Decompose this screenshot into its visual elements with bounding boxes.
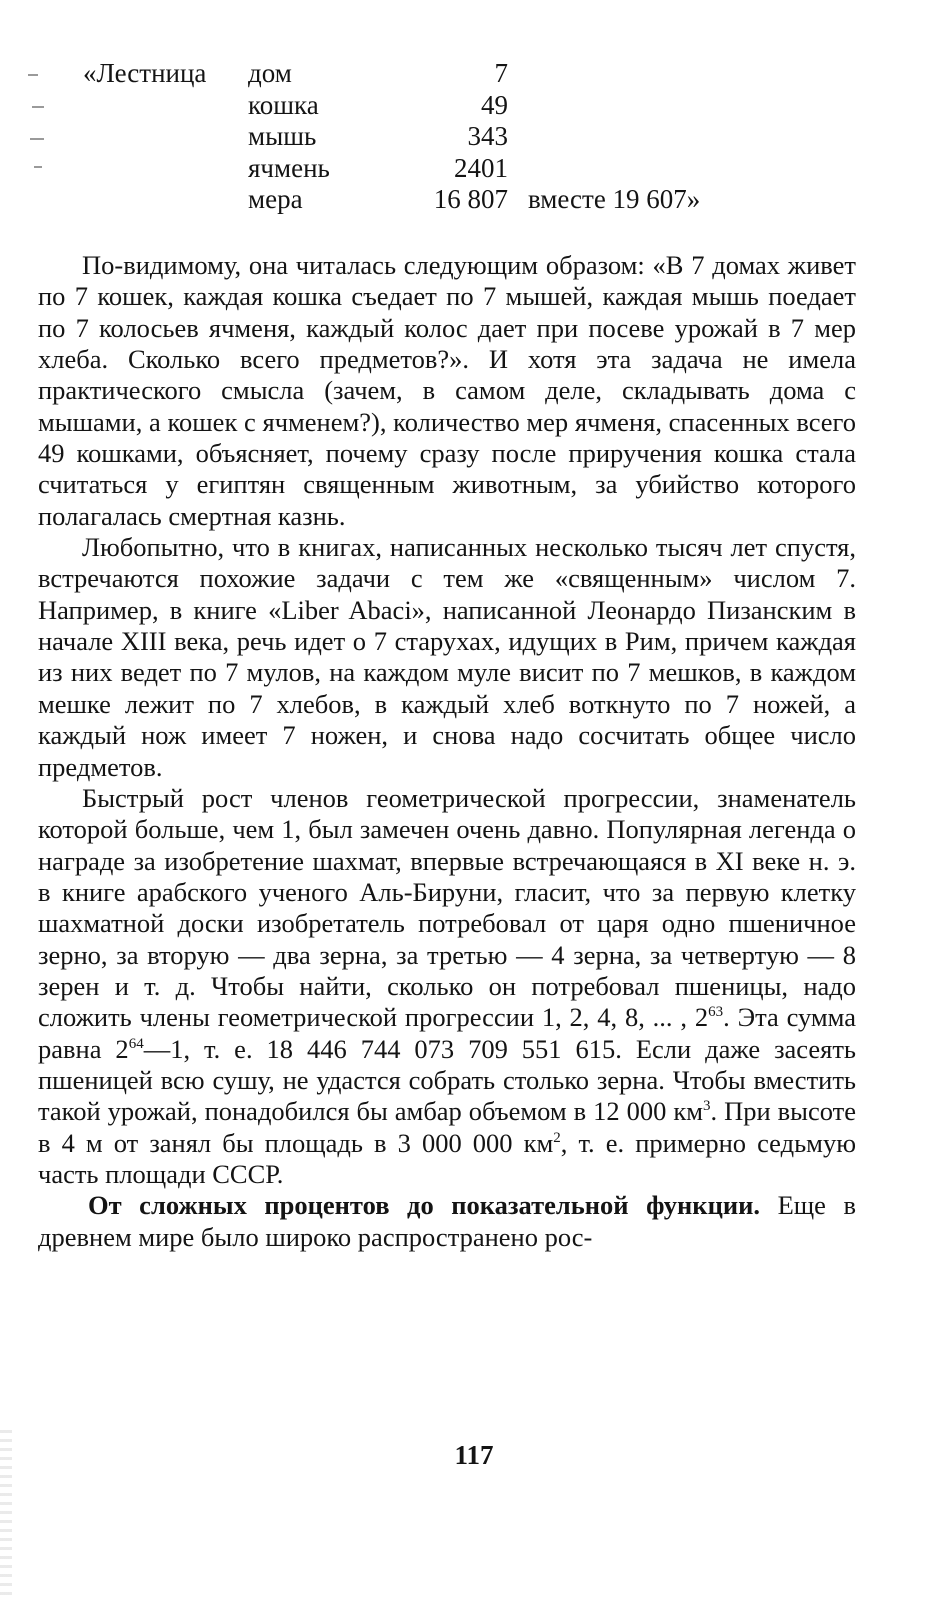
ladder-value: 7 [494,58,508,88]
ladder-word: мера [248,184,303,214]
paragraph-2: Любопытно, что в книгах, написанных несколько тысяч лет спустя, встречаются похожие задачи с тем же «священным» числом 7. Например, в книге «Liber Abaci», написанной Леонардо Пизанским в начале XIII века, речь идет о 7 старухах, идущих в Рим, причем каждая из них ведет по 7 мулов, на каждом муле висит по 7 мешков, в каждом мешке лежит по 7 хлебов, в каждый хлеб воткнуто по 7 ножей, а каждый нож имеет 7 ножен, и снова надо сосчитать общее число предметов. [38,532,856,782]
ladder-word: кошка [248,89,319,120]
ladder-inscription [0,58,948,216]
ladder-tail: вместе 19 607» [528,184,701,214]
section-heading: От сложных процентов до показательной функции. [88,1190,761,1221]
exponent: 64 [128,1035,144,1052]
ladder-row [0,58,948,90]
ladder-value: 16 807 [433,184,508,214]
paragraph-1: По-видимому, она читалась следующим образом: «В 7 домах живет по 7 кошек, каждая кошка съедает по 7 мышей, каждая мышь поедает по 7 колосьев ячменя, каждый колос дает при посеве урожай в 7 мер хлеба. Сколько всего предметов?». И хотя эта задача не имела практического смысла (зачем, в самом деле, складывать дома с мышами, а кошек с ячменем?), количество мер ячменя, спасенных всего 49 кошками, объясняет, почему сразу после приручения кошка стала считаться у египтян священным животным, за убийство которого полагалась смертная казнь. [38,250,856,531]
ladder-value: 2401 [454,152,508,183]
scan-edge [0,1430,12,1600]
ladder-label: «Лестница [83,58,207,88]
ladder-word: дом [248,58,292,88]
exponent: 3 [702,1098,711,1115]
page-number: 117 [454,1440,494,1470]
paragraph-3-text: . Эта сумма равна 2 [38,1002,856,1064]
paragraph-3-text: , т. е. примерно седьмую часть площади СССР. [38,1127,856,1189]
ladder-value: 343 [467,121,508,151]
paragraph-3-text: . При высоте в 4 м от занял бы площадь в 3 000 000 км [38,1096,856,1158]
exponent: 63 [708,1004,724,1021]
ladder-word: ячмень [248,152,330,183]
ladder-row [0,121,948,153]
ladder-word: мышь [248,121,317,151]
ladder-row [0,184,948,216]
ladder-row [0,90,948,122]
body-text [38,250,856,1253]
ladder-value: 49 [481,89,508,120]
paragraph-4-text: Еще в древнем мире было широко распространено рос- [38,1190,856,1252]
ladder-row [0,153,948,185]
paragraph-3-text: Быстрый рост членов геометрической прогрессии, знаменатель которой больше, чем 1, был замечен очень давно. Популярная легенда о награде за изобретение шахмат, впервые встречающаяся в XI веке н. э. в книге арабского ученого Аль-Бируни, гласит, что за первую клетку шахматной доски изобретатель потребовал от царя одно пшеничное зерно, за вторую — два зерна, за третью — 4 зерна, за четвертую — 8 зерен и т. д. Чтобы найти, сколько он потребовал пшеницы, надо сложить члены геометрической прогрессии 1, 2, 4, 8, ... , 2 [38,782,856,1033]
paragraph-3 [38,783,856,1190]
paragraph-3-text: —1, т. е. 18 446 744 073 709 551 615. Если даже засеять пшеницей всю сушу, не удастся собрать столько зерна. Чтобы вместить такой урожай, понадобился бы амбар объемом в 12 000 км [38,1033,857,1127]
section-heading-paragraph [38,1190,856,1253]
exponent: 2 [553,1129,561,1146]
